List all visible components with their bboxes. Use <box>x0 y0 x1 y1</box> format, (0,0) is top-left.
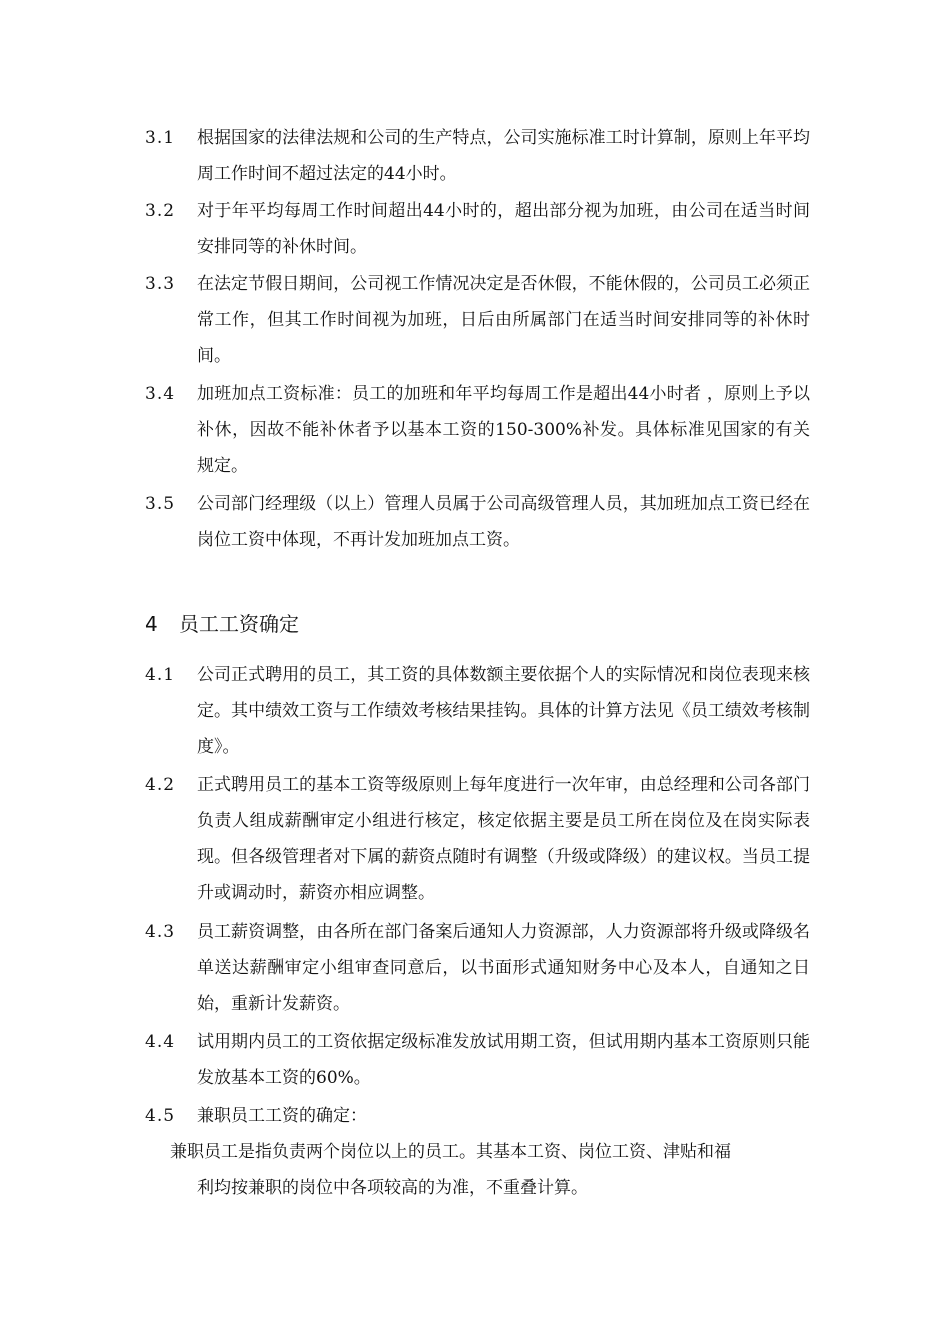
clause-text: 员工薪资调整，由各所在部门备案后通知人力资源部，人力资源部将升级或降级名单送达薪酬审定小组审查同意后，以书面形式通知财务中心及本人，自通知之日始，重新计发薪资。 <box>197 922 810 1014</box>
clause-text: 正式聘用员工的基本工资等级原则上每年度进行一次年审，由总经理和公司各部门负责人组成薪酬审定小组进行核定，核定依据主要是员工所在岗位及在岗实际表现。但各级管理者对下属的薪资点随时有调整（升级或降级）的建议权。当员工提升或调动时，薪资亦相应调整。 <box>197 775 810 903</box>
clause-number: 3.3 <box>145 274 176 294</box>
clause-3-4 <box>145 376 810 484</box>
clause-number: 4.2 <box>145 775 176 795</box>
clause-number: 4.1 <box>145 665 176 685</box>
clause-3-2 <box>145 193 810 265</box>
clause-4-5 <box>145 1098 810 1134</box>
clause-4-1 <box>145 657 810 765</box>
section-heading <box>145 606 299 642</box>
clause-3-5 <box>145 486 810 558</box>
clause-4-5-detail <box>170 1134 810 1206</box>
clause-4-3 <box>145 914 810 1022</box>
section-title: 员工工资确定 <box>179 612 299 636</box>
clause-number: 4.4 <box>145 1032 176 1052</box>
clause-text: 兼职员工工资的确定： <box>197 1106 367 1126</box>
clause-number: 3.4 <box>145 384 176 404</box>
clause-text: 公司正式聘用的员工，其工资的具体数额主要依据个人的实际情况和岗位表现来核定。其中绩效工资与工作绩效考核结果挂钩。具体的计算方法见《员工绩效考核制度》。 <box>197 665 810 757</box>
clause-number: 3.2 <box>145 201 176 221</box>
clause-text: 公司部门经理级（以上）管理人员属于公司高级管理人员，其加班加点工资已经在岗位工资中体现，不再计发加班加点工资。 <box>197 494 810 550</box>
clause-text: 加班加点工资标准：员工的加班和年平均每周工作是超出44小时者 ，原则上予以补休，因故不能补休者予以基本工资的150-300%补发。具体标准见国家的有关规定。 <box>197 384 810 476</box>
clause-4-4 <box>145 1024 810 1096</box>
clause-4-2 <box>145 767 810 911</box>
clause-number: 3.5 <box>145 494 176 514</box>
clause-3-1 <box>145 120 810 192</box>
clause-3-3 <box>145 266 810 374</box>
section-number: 4 <box>145 612 158 636</box>
clause-text: 试用期内员工的工资依据定级标准发放试用期工资，但试用期内基本工资原则只能发放基本工资的60%。 <box>197 1032 810 1088</box>
detail-line: 兼职员工是指负责两个岗位以上的员工。其基本工资、岗位工资、津贴和福 <box>170 1142 731 1162</box>
clause-text: 对于年平均每周工作时间超出44小时的，超出部分视为加班，由公司在适当时间安排同等的补休时间。 <box>197 201 810 257</box>
clause-text: 根据国家的法律法规和公司的生产特点，公司实施标准工时计算制，原则上年平均周工作时间不超过法定的44小时。 <box>197 128 810 184</box>
clause-number: 3.1 <box>145 128 176 148</box>
detail-line: 利均按兼职的岗位中各项较高的为准，不重叠计算。 <box>197 1178 588 1198</box>
clause-number: 4.3 <box>145 922 176 942</box>
clause-number: 4.5 <box>145 1106 176 1126</box>
clause-text: 在法定节假日期间，公司视工作情况决定是否休假，不能休假的，公司员工必须正常工作，但其工作时间视为加班，日后由所属部门在适当时间安排同等的补休时间。 <box>197 274 810 366</box>
